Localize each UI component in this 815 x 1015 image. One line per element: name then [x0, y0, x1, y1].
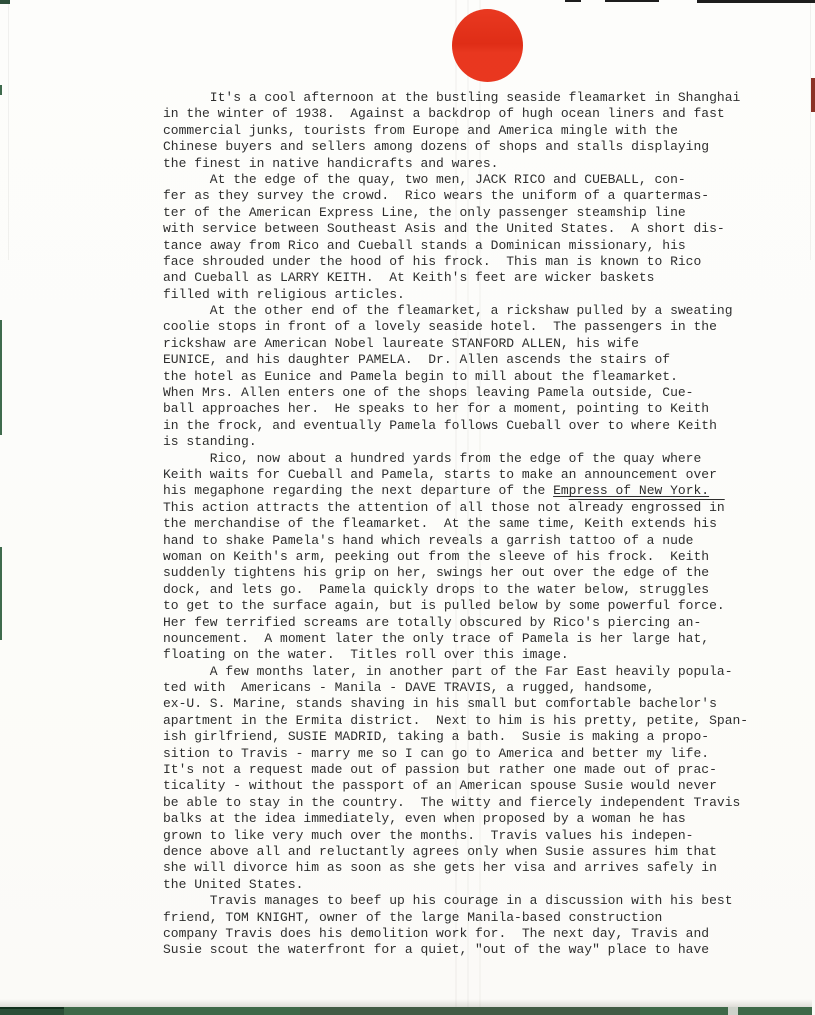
- text-line: woman on Keith's arm, peeking out from the sleeve of his frock. Keith: [163, 548, 710, 564]
- text-line: Keith waits for Cueball and Pamela, starts to make an announcement over: [163, 466, 717, 482]
- text-line: in the winter of 1938. Against a backdrop of hugh ocean liners and fast: [163, 106, 725, 122]
- text-line: Susie scout the waterfront for a quiet, "out of the way" place to have: [163, 942, 710, 958]
- text-line: hand to shake Pamela's hand which reveals a garrish tattoo of a nude: [163, 532, 694, 548]
- text-line: Chinese buyers and sellers among dozens of shops and stalls displaying: [163, 139, 710, 155]
- scan-bottom-bar-gap: [728, 1007, 738, 1015]
- text-line: face shrouded under the hood of his frock. This man is known to Rico: [163, 253, 702, 269]
- paragraph: [163, 451, 763, 664]
- text-line: company Travis does his demolition work for. The next day, Travis and: [163, 925, 710, 941]
- text-line: she will divorce him as soon as she gets her visa and arrives safely in: [163, 860, 717, 876]
- paragraph: [163, 172, 763, 303]
- text-line: in the frock, and eventually Pamela follows Cueball over to where Keith: [163, 417, 717, 433]
- scan-artifact: [697, 0, 815, 3]
- scan-artifact: [811, 78, 815, 112]
- text-line: It's not a request made out of passion but rather one made out of prac-: [163, 762, 717, 778]
- red-dot-sticker: [452, 9, 523, 82]
- text-line: ticality - without the passport of an American spouse Susie would never: [163, 778, 717, 794]
- text-line: grown to like very much over the months. Travis values his indepen-: [163, 827, 694, 843]
- text-line: ter of the American Express Line, the only passenger steamship line: [163, 204, 686, 220]
- text-line: coolie stops in front of a lovely seaside hotel. The passengers in the: [163, 319, 717, 335]
- text-line: floating on the water. Titles roll over this image.: [163, 647, 569, 663]
- scan-edge-line: [8, 0, 9, 260]
- text-line: sition to Travis - marry me so I can go to America and better my life.: [163, 745, 710, 761]
- overlined-text: already engrossed in: [568, 499, 725, 515]
- text-line: fer as they survey the crowd. Rico wears the uniform of a quartermas-: [163, 188, 710, 204]
- underlined-text: Empress of New York.: [553, 483, 710, 499]
- scan-bottom-bar-dark-segment: [0, 1007, 64, 1015]
- text-line: rickshaw are American Nobel laureate STANFORD ALLEN, his wife: [163, 335, 639, 351]
- text-line: the hotel as Eunice and Pamela begin to mill about the fleamarket.: [163, 368, 678, 384]
- text-line: ball approaches her. He speaks to her for a moment, pointing to Keith: [163, 401, 710, 417]
- scan-bottom-bar: [0, 1007, 812, 1015]
- text-line: the United States.: [163, 876, 304, 892]
- scan-artifact: [0, 320, 2, 435]
- scan-artifact: [0, 0, 10, 4]
- scan-artifact: [0, 547, 2, 640]
- text-line: Travis manages to beef up his courage in a discussion with his best: [163, 893, 733, 909]
- text-line: When Mrs. Allen enters one of the shops leaving Pamela outside, Cue-: [163, 385, 694, 401]
- paragraph: [163, 664, 763, 893]
- text-line: suddenly tightens his grip on her, swings her out over the edge of the: [163, 565, 710, 581]
- text-line: the merchandise of the fleamarket. At the same time, Keith extends his: [163, 516, 717, 532]
- text-line: is standing.: [163, 434, 257, 450]
- paragraph: [163, 303, 763, 451]
- paragraph: [163, 893, 763, 959]
- text-line: It's a cool afternoon at the bustling seaside fleamarket in Shanghai: [163, 90, 741, 105]
- text-line: his megaphone regarding the next departure of the Empress of New York.: [163, 483, 710, 499]
- text-line: balks at the idea immediately, even when proposed by a woman he has: [163, 811, 686, 827]
- text-line: ted with Americans - Manila - DAVE TRAVIS, a rugged, handsome,: [163, 680, 655, 696]
- text-line: Rico, now about a hundred yards from the edge of the quay where: [163, 450, 702, 466]
- text-line: with service between Southeast Asis and the United States. A short dis-: [163, 221, 725, 237]
- scan-artifact: [605, 0, 659, 2]
- text-line: ex-U. S. Marine, stands shaving in his small but comfortable bachelor's: [163, 696, 717, 712]
- text-line: dock, and lets go. Pamela quickly drops to the water below, struggles: [163, 581, 710, 597]
- text-line: apartment in the Ermita district. Next to him is his pretty, petite, Span-: [163, 712, 749, 728]
- text-line: to get to the surface again, but is pulled below by some powerful force.: [163, 598, 725, 614]
- scan-artifact: [0, 85, 2, 95]
- paragraph: [163, 90, 763, 172]
- text-line: filled with religious articles.: [163, 286, 405, 302]
- scan-bottom-bar-mid-segment: [300, 1007, 640, 1015]
- scan-shadow: [0, 999, 812, 1007]
- text-line: A few months later, in another part of the Far East heavily popula-: [163, 663, 733, 679]
- text-line: EUNICE, and his daughter PAMELA. Dr. Allen ascends the stairs of: [163, 352, 671, 368]
- text-line: At the edge of the quay, two men, JACK RICO and CUEBALL, con-: [163, 171, 686, 187]
- text-line: This action attracts the attention of all those not already engrossed in: [163, 499, 725, 515]
- text-line: be able to stay in the country. The witty and fiercely independent Travis: [163, 794, 741, 810]
- text-line: nouncement. A moment later the only trace of Pamela is her large hat,: [163, 630, 710, 646]
- typewritten-text: [163, 90, 763, 959]
- text-line: friend, TOM KNIGHT, owner of the large Manila-based construction: [163, 909, 663, 925]
- text-line: Her few terrified screams are totally obscured by Rico's piercing an-: [163, 614, 702, 630]
- text-line: dence above all and reluctantly agrees only when Susie assures him that: [163, 843, 717, 859]
- text-line: the finest in native handicrafts and wares.: [163, 155, 499, 171]
- scan-artifact: [565, 0, 581, 2]
- text-line: tance away from Rico and Cueball stands a Dominican missionary, his: [163, 237, 686, 253]
- scan-edge-line: [810, 0, 811, 260]
- text-line: ish girlfriend, SUSIE MADRID, taking a bath. Susie is making a propo-: [163, 729, 710, 745]
- text-line: commercial junks, tourists from Europe and America mingle with the: [163, 122, 678, 138]
- text-line: and Cueball as LARRY KEITH. At Keith's feet are wicker baskets: [163, 270, 655, 286]
- text-line: At the other end of the fleamarket, a rickshaw pulled by a sweating: [163, 303, 733, 319]
